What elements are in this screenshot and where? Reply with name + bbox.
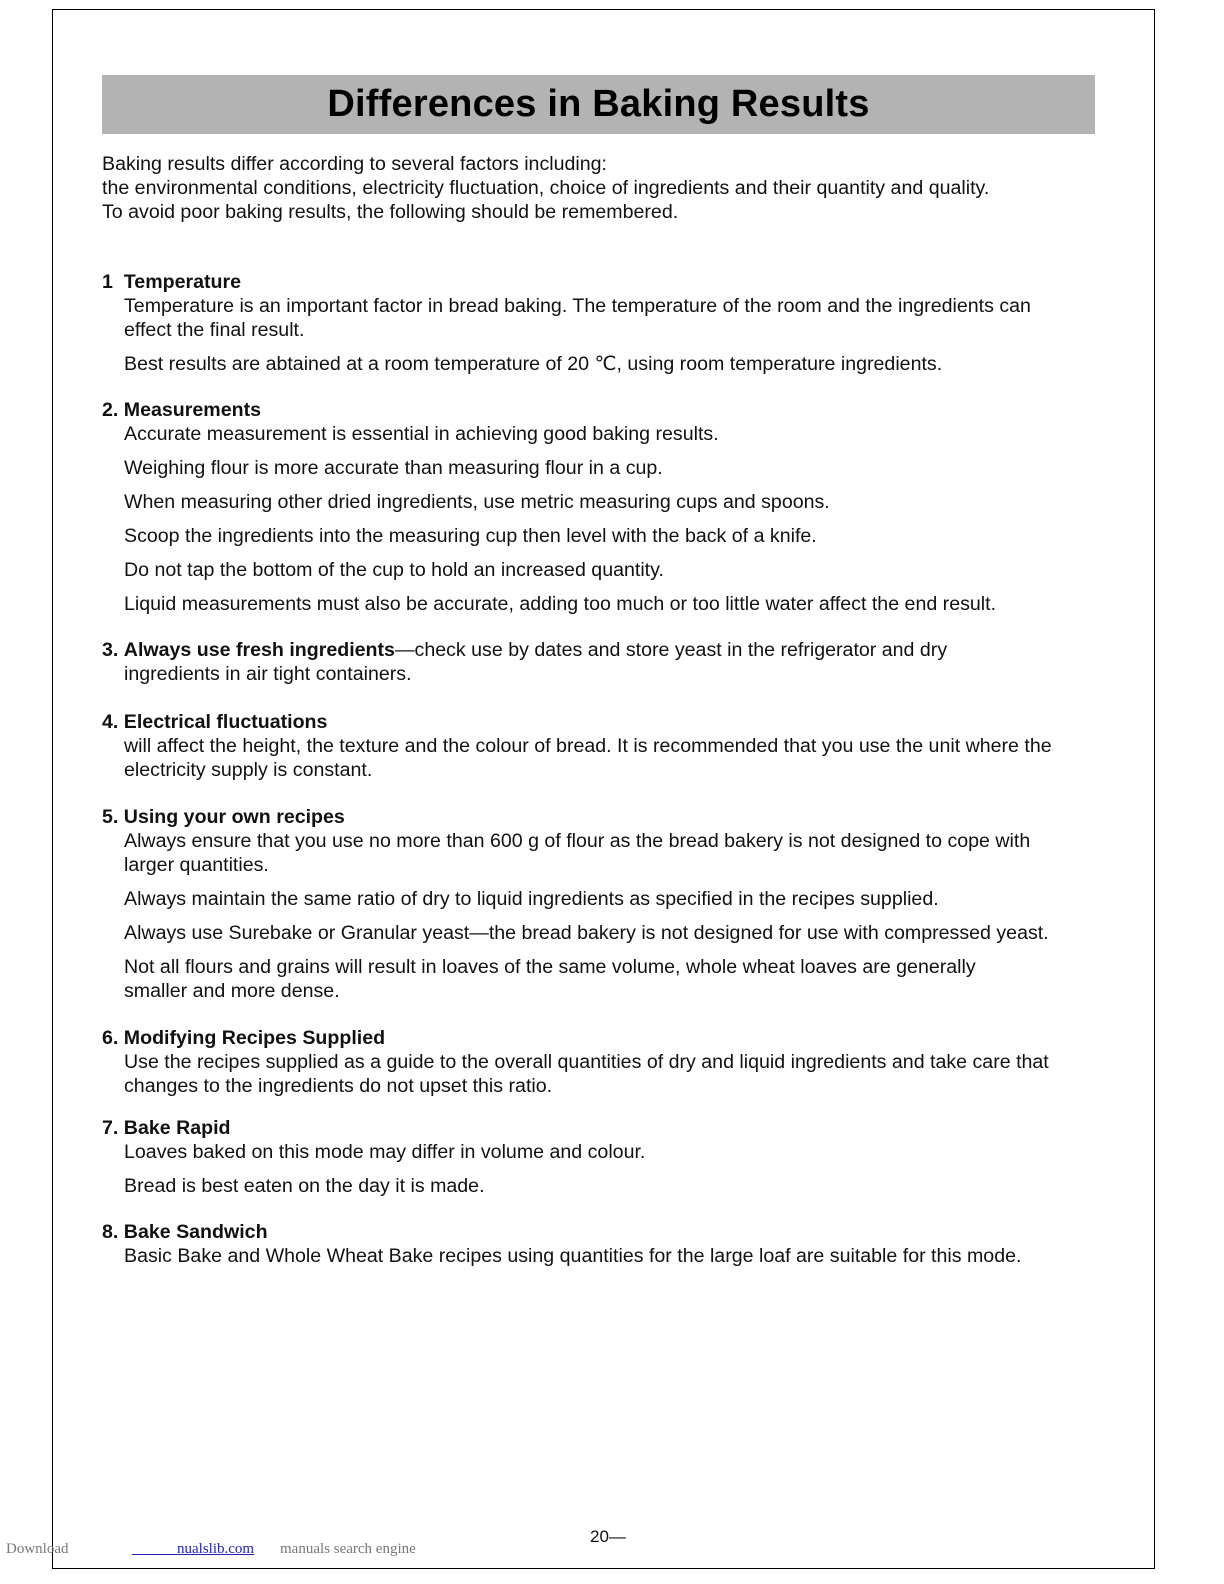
section-paragraph: Always maintain the same ratio of dry to liquid ingredients as specified in the recipes supplied.: [124, 888, 939, 910]
section-paragraph: Basic Bake and Whole Wheat Bake recipes using quantities for the large loaf are suitable for this mode.: [124, 1245, 1022, 1267]
section-modifying-recipes: [102, 1026, 1102, 1098]
section-number: 4.: [102, 711, 119, 733]
section-paragraph: will affect the height, the texture and the colour of bread. It is recommended that you use the unit where the electricity supply is constant.: [124, 735, 1052, 781]
section-paragraph: Not all flours and grains will result in loaves of the same volume, whole wheat loaves are generally smaller and more dense.: [124, 956, 976, 1002]
title-banner: [102, 75, 1095, 134]
section-heading: [102, 638, 1102, 662]
section-number: 5.: [102, 806, 119, 828]
page-title: Differences in Baking Results: [327, 83, 870, 125]
intro-line: To avoid poor baking results, the following should be remembered.: [102, 201, 679, 223]
section-heading: [102, 398, 1102, 422]
section-measurements: [102, 398, 1102, 616]
section-paragraph: Do not tap the bottom of the cup to hold an increased quantity.: [124, 559, 664, 581]
section-number: 2.: [102, 399, 119, 421]
section-title: Temperature: [123, 271, 242, 293]
section-paragraph: Always use Surebake or Granular yeast—the bread bakery is not designed for use with compressed yeast.: [124, 922, 1049, 944]
intro-line: Baking results differ according to several factors including:: [102, 153, 607, 175]
section-paragraph: Liquid measurements must also be accurate, adding too much or too little water affect the end result.: [124, 593, 997, 615]
section-heading: [102, 1220, 1102, 1244]
section-paragraph: Weighing flour is more accurate than measuring flour in a cup.: [124, 457, 663, 479]
section-number: 8.: [102, 1221, 119, 1243]
section-number: 1: [102, 271, 113, 293]
section-electrical: [102, 710, 1102, 782]
section-number: 6.: [102, 1027, 119, 1049]
section-paragraph: Scoop the ingredients into the measuring cup then level with the back of a knife.: [124, 525, 817, 547]
intro: [102, 152, 1102, 224]
section-paragraph: Bread is best eaten on the day it is made.: [124, 1175, 485, 1197]
section-heading: [102, 1116, 1102, 1140]
page-number: 20—: [590, 1527, 626, 1546]
section-paragraph: Accurate measurement is essential in achieving good baking results.: [124, 423, 719, 445]
section-number: 7.: [102, 1117, 119, 1139]
section-title: Measurements: [123, 399, 262, 421]
section-title: Modifying Recipes Supplied: [123, 1027, 386, 1049]
section-title: Always use fresh ingredients: [123, 639, 395, 661]
footer-tagline: manuals search engine: [280, 1541, 416, 1557]
section-paragraph: ingredients in air tight containers.: [124, 663, 412, 685]
section-own-recipes: [102, 805, 1102, 1003]
footer-link-text: nualslib.com: [177, 1541, 255, 1557]
section-bake-rapid: [102, 1116, 1102, 1198]
section-inline-text: —check use by dates and store yeast in the refrigerator and dry: [394, 639, 948, 661]
section-paragraph: Temperature is an important factor in bread baking. The temperature of the room and the ingredients can effect the final result.: [124, 295, 1031, 341]
section-heading: [102, 710, 1102, 734]
section-number: 3.: [102, 639, 119, 661]
section-heading: [102, 1026, 1102, 1050]
footer-site-link[interactable]: [132, 1541, 254, 1558]
section-fresh-ingredients: [102, 638, 1102, 686]
section-title: Bake Sandwich: [123, 1221, 268, 1243]
section-paragraph: Loaves baked on this mode may differ in volume and colour.: [124, 1141, 646, 1163]
document-body: [102, 152, 1102, 1268]
footer-download-label: Download: [6, 1541, 69, 1557]
section-paragraph: When measuring other dried ingredients, use metric measuring cups and spoons.: [124, 491, 830, 513]
section-title: Using your own recipes: [123, 806, 345, 828]
section-heading: [102, 270, 1102, 294]
section-heading: [102, 805, 1102, 829]
section-paragraph: Always ensure that you use no more than 600 g of flour as the bread bakery is not designed to cope with larger quantities.: [124, 830, 1031, 876]
section-title: Electrical fluctuations: [123, 711, 328, 733]
section-bake-sandwich: [102, 1220, 1102, 1268]
section-paragraph: Use the recipes supplied as a guide to the overall quantities of dry and liquid ingredients and take care that changes to the ingredients do not upset this ratio.: [124, 1051, 1049, 1097]
section-temperature: [102, 270, 1102, 376]
section-paragraph: Best results are abtained at a room temperature of 20 ℃, using room temperature ingredients.: [124, 353, 943, 375]
section-title: Bake Rapid: [123, 1117, 231, 1139]
intro-line: the environmental conditions, electricity fluctuation, choice of ingredients and their quantity and quality.: [102, 177, 990, 199]
